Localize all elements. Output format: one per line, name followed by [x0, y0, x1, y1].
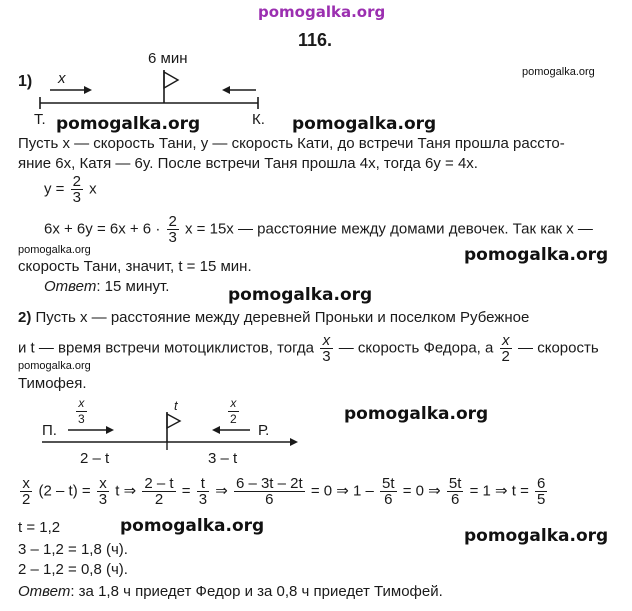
part2-right-segment: 3 – t: [208, 450, 238, 467]
eq-chain-fraction-6: $\frac{5t}{6}$: [448, 475, 462, 508]
part1-text-line3: скорость Тани, значит, t = 15 мин.: [18, 258, 252, 275]
eq-chain-op-1: t ⇒: [111, 482, 141, 500]
watermark-small-3: pomogalka.org: [18, 360, 91, 372]
watermark-small-1: pomogalka.org: [522, 66, 595, 78]
part1-point-t: Т.: [34, 111, 46, 128]
part1-time-label: 6 мин: [148, 50, 188, 67]
eq-chain-op-6: = 1 ⇒ t =: [465, 482, 534, 500]
part1-eq2: 6x + 6y = 6x + 6 · $\frac{2}{3}$ x = 15x — расстояние между домами девочек. Так как x —: [44, 213, 593, 246]
watermark-6: pomogalka.org: [120, 516, 265, 536]
part2-point-r: Р.: [258, 422, 270, 439]
watermark-4: pomogalka.org: [228, 285, 373, 305]
part2-text-line2: и t — время встречи мотоциклистов, тогда $\frac{x}{3}$ — скорость Федора, а $\frac{x}{2}$ — скорость: [18, 332, 599, 365]
eq-chain-fraction-0: $\frac{x}{2}$: [22, 475, 31, 508]
part1-text-line1: Пусть x — скорость Тани, y — скорость Кати, до встречи Таня прошла расcто-: [18, 135, 565, 152]
problem-number: 116.: [298, 30, 333, 50]
part2-left-speed: $\frac{x}{3}$: [78, 396, 85, 426]
part2-line-timofey: 2 – 1,2 = 0,8 (ч).: [18, 561, 128, 578]
part1-label: 1): [18, 73, 33, 90]
watermark-small-2: pomogalka.org: [18, 244, 91, 256]
eq-chain-op-0: (2 – t) =: [34, 482, 95, 500]
eq-chain-op-5: = 0 ⇒: [398, 482, 445, 500]
eq-chain-op-2: =: [177, 482, 195, 500]
part2-text-line3: Тимофея.: [18, 375, 87, 392]
eq-chain-fraction-5: $\frac{5t}{6}$: [382, 475, 395, 508]
part2-text-line1: 2) Пусть x — расстояние между деревней Проньки и поселком Рубежное: [18, 309, 530, 326]
part1-point-k: К.: [252, 111, 265, 128]
part1-text-line2: яние 6x, Катя — 6y. После встречи Таня прошла 4x, тогда 6y = 4x.: [18, 155, 478, 172]
part1-speed-x: x: [58, 70, 66, 87]
eq-chain-fraction-3: $\frac{t}{3}$: [198, 475, 208, 508]
watermark-1: pomogalka.org: [56, 114, 201, 134]
eq-chain-op-3: ⇒: [211, 482, 232, 500]
eq-chain-fraction-7: $\frac{6}{5}$: [537, 475, 546, 508]
watermark-3: pomogalka.org: [464, 245, 609, 265]
part2-left-segment: 2 – t: [80, 450, 110, 467]
part1-answer: Ответ: 15 минут.: [44, 278, 170, 295]
part2-line-fedor: 3 – 1,2 = 1,8 (ч).: [18, 541, 128, 558]
part2-flag-label: t: [174, 398, 178, 413]
watermark-5: pomogalka.org: [344, 404, 489, 424]
watermark-7: pomogalka.org: [464, 526, 609, 546]
eq-chain-fraction-1: $\frac{x}{3}$: [98, 475, 108, 508]
watermark-top: pomogalka.org: [258, 3, 386, 21]
part1-eq1: y = $\frac{2}{3}$ x: [44, 173, 97, 206]
part2-line-t: t = 1,2: [18, 519, 61, 536]
part2-answer: Ответ: за 1,8 ч приедет Федор и за 0,8 ч приедет Тимофей.: [18, 583, 443, 600]
eq-chain-fraction-4: $\frac{6 - 3t - 2t}{6}$: [235, 475, 303, 508]
part2-point-p: П.: [42, 422, 57, 439]
part2-right-speed: $\frac{x}{2}$: [230, 396, 237, 426]
watermark-2: pomogalka.org: [292, 114, 437, 134]
eq-chain-fraction-2: $\frac{2 - t}{2}$: [144, 475, 174, 508]
part2-equation-chain: [18, 476, 549, 507]
eq-chain-op-4: = 0 ⇒ 1 –: [306, 482, 379, 500]
